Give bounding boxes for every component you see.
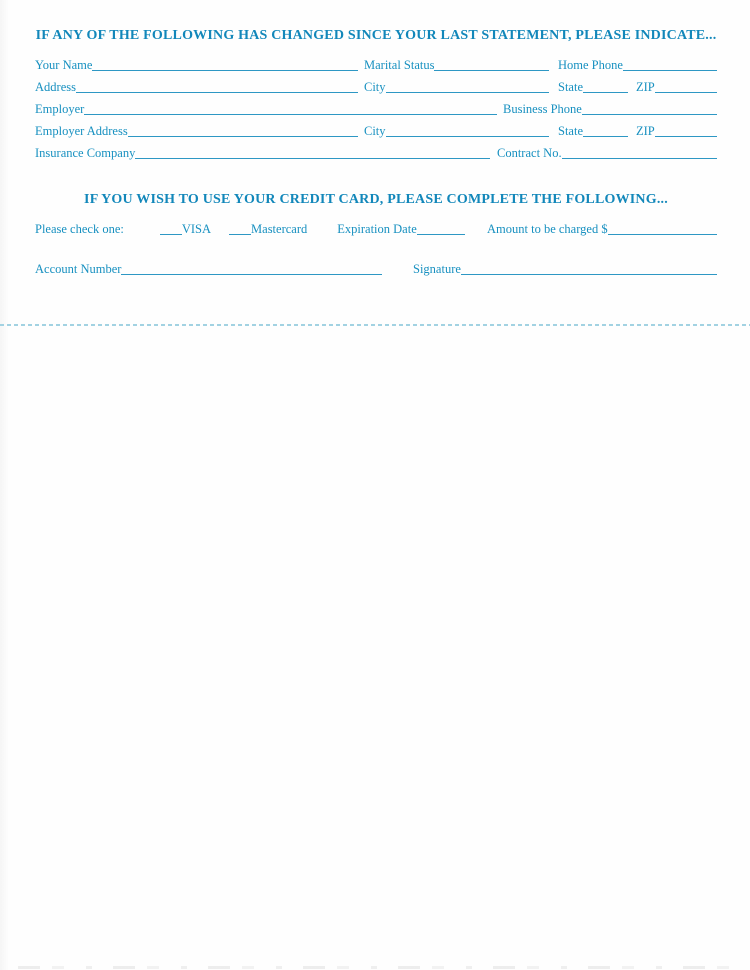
field-label: ZIP xyxy=(636,124,655,138)
field-label: State xyxy=(558,80,583,94)
blank-line xyxy=(461,273,717,275)
scan-edge-artifact xyxy=(18,966,742,969)
blank-line xyxy=(434,69,549,71)
blank-check-line xyxy=(160,233,182,235)
update-section-title: IF ANY OF THE FOLLOWING HAS CHANGED SINCE YOUR LAST STATEMENT, PLEASE INDICATE... xyxy=(35,28,717,43)
blank-line xyxy=(76,91,358,93)
field-city xyxy=(364,124,549,138)
blank-line xyxy=(92,69,358,71)
field-label: City xyxy=(364,80,386,94)
field-label: Address xyxy=(35,80,76,94)
field-visa-checkbox xyxy=(160,222,211,236)
blank-line xyxy=(583,135,628,137)
field-label: City xyxy=(364,124,386,138)
field-label: Insurance Company xyxy=(35,146,136,160)
field-insurance-company xyxy=(35,146,490,160)
blank-line xyxy=(135,157,490,159)
field-label: Employer Address xyxy=(35,124,128,138)
field-label: Marital Status xyxy=(364,58,435,72)
field-label: Home Phone xyxy=(558,58,623,72)
field-address xyxy=(35,80,358,94)
blank-line xyxy=(386,91,549,93)
field-label: Business Phone xyxy=(503,102,582,116)
field-label: ZIP xyxy=(636,80,655,94)
credit-card-options-row xyxy=(35,214,717,236)
field-contract-no xyxy=(497,146,717,160)
field-employer-address xyxy=(35,124,358,138)
field-state xyxy=(558,80,628,94)
field-your-name xyxy=(35,58,358,72)
field-signature xyxy=(413,262,717,276)
blank-line xyxy=(386,135,549,137)
field-home-phone xyxy=(558,58,717,72)
blank-line xyxy=(655,91,717,93)
field-employer xyxy=(35,102,497,116)
check-one-prompt xyxy=(35,222,124,236)
credit-section-title: IF YOU WISH TO USE YOUR CREDIT CARD, PLEASE COMPLETE THE FOLLOWING... xyxy=(84,192,668,207)
field-label: Please check one: xyxy=(35,222,124,236)
field-amount-to-be-charged xyxy=(487,222,717,236)
blank-line xyxy=(583,91,628,93)
form-row xyxy=(35,72,717,94)
blank-line xyxy=(655,135,717,137)
field-business-phone xyxy=(503,102,717,116)
field-label: Contract No. xyxy=(497,146,562,160)
field-label: Account Number xyxy=(35,262,122,276)
blank-line xyxy=(128,135,358,137)
field-mastercard-checkbox xyxy=(229,222,307,236)
field-label: Mastercard xyxy=(251,222,308,236)
blank-line xyxy=(562,157,717,159)
field-state xyxy=(558,124,628,138)
tear-off-dashed-separator xyxy=(0,324,750,326)
blank-line xyxy=(582,113,717,115)
field-account-number xyxy=(35,262,382,276)
field-zip xyxy=(636,124,717,138)
blank-line xyxy=(121,273,382,275)
blank-line xyxy=(417,233,465,235)
form-row xyxy=(35,138,717,160)
field-label: VISA xyxy=(181,222,212,236)
field-zip xyxy=(636,80,717,94)
field-expiration-date xyxy=(337,222,465,236)
form-content xyxy=(0,27,750,276)
field-label: Signature xyxy=(413,262,461,276)
field-label: Expiration Date xyxy=(337,222,417,236)
form-row xyxy=(35,50,717,72)
account-signature-row xyxy=(35,254,717,276)
form-row xyxy=(35,94,717,116)
blank-check-line xyxy=(229,233,251,235)
field-label: Employer xyxy=(35,102,85,116)
field-label: Your Name xyxy=(35,58,93,72)
blank-line xyxy=(84,113,497,115)
form-row xyxy=(35,116,717,138)
field-city xyxy=(364,80,549,94)
blank-line xyxy=(623,69,717,71)
field-label: Amount to be charged $ xyxy=(487,222,608,236)
field-label: State xyxy=(558,124,583,138)
update-section-rows xyxy=(35,50,717,160)
blank-line xyxy=(608,233,717,235)
field-marital-status xyxy=(364,58,549,72)
